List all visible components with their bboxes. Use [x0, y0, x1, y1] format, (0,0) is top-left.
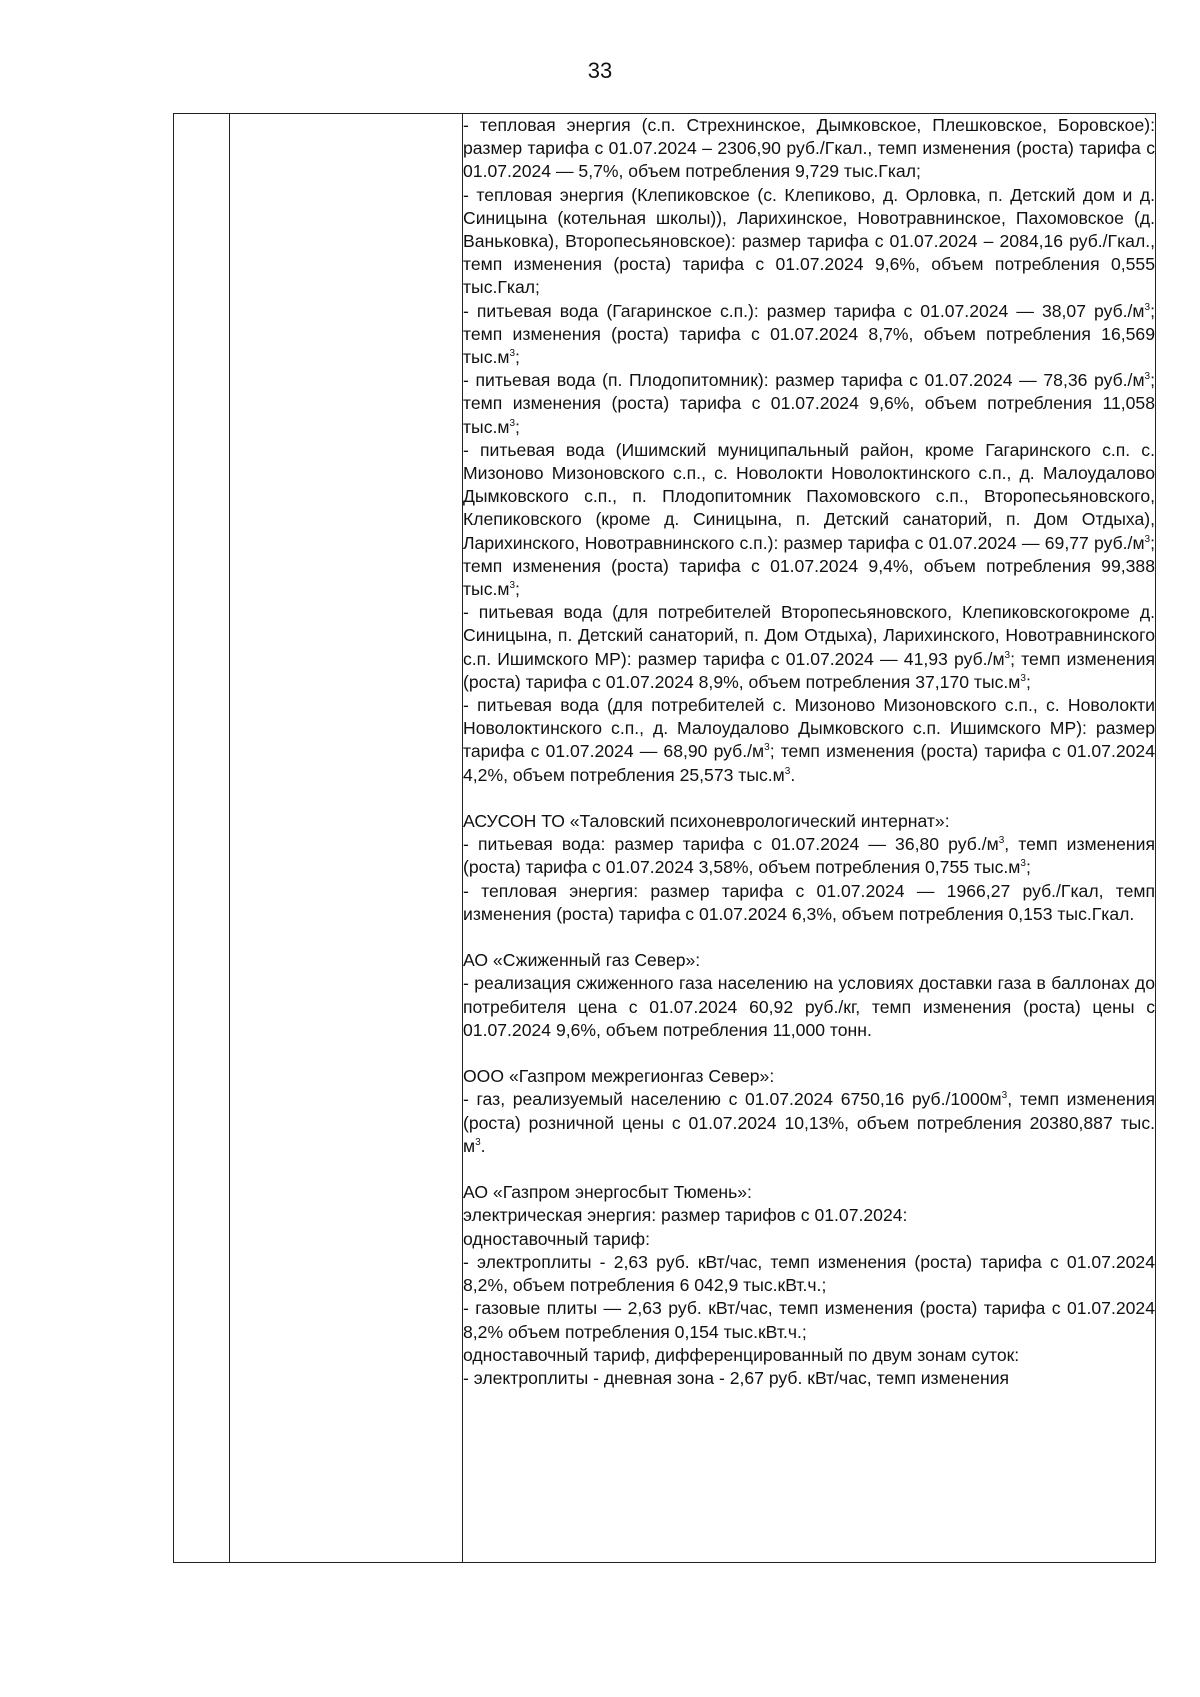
- two-zone-tariff-heading: одноставочный тариф, дифференцированный по двум зонам суток:: [463, 1344, 1020, 1365]
- gas-retail-price: - газ, реализуемый населению с 01.07.2024 6750,16 $руб./1000м^3$, темп изменения (роста) розничной цены с 01.07.2024 10,13%, объем потребления 20380,887 тыс. $м^3$.: [463, 1089, 1155, 1156]
- heat-tariff-klepikovskoe: - тепловая энергия (Клепиковское (с. Клепиково, д. Орловка, п. Детский дом и д. Синицына (котельная школы)), Ларихинское, Новотравнинское, Пахомовское (д. Ваньковка), Второпесьяновское): размер тарифа с 01.07.2024 – 2084,16 руб./Гкал., темп изменения (роста) тарифа с 01.07.2024 9,6%, объем потребления 0,555 тыс.Гкал;: [463, 184, 1155, 298]
- organization-heading-gazprom-energosbyt: АО «Газпром энергосбыт Тюмень»:: [463, 1182, 752, 1203]
- water-tariff-talovsky: - питьевая вода: размер тарифа с 01.07.2024 — 36,80 $руб./м^3$, темп изменения (роста) тарифа с 01.07.2024 3,58%, объем потребления 0,755 $тыс.м^3$;: [463, 834, 1155, 878]
- water-tariff-vtoropesyanovskoe: - питьевая вода (для потребителей Второпесьяновского, Клепиковскогокроме д. Синицына, п. Детский санаторий, п. Дом Отдыха), Ларихинского, Новотравнинского с.п. Ишимского МР): размер тарифа с 01.07.2024 — 41,93 $руб./м^3$; темп изменения (роста) тарифа с 01.07.2024 8,9%, объем потребления 37,170 $тыс.м^3$;: [463, 602, 1155, 692]
- heat-tariff-strekhninskoe: - тепловая энергия (с.п. Стрехнинское, Дымковское, Плешковское, Боровское): размер тарифа с 01.07.2024 – 2306,90 руб./Гкал., темп изменения (роста) тарифа с 01.07.2024 — 5,7%, объем потребления 9,729 тыс.Гкал;: [463, 115, 1155, 182]
- liquefied-gas-price: - реализация сжиженного газа населению на условиях доставки газа в баллонах до потребителя цена с 01.07.2024 60,92 руб./кг, темп изменения (роста) цены с 01.07.2024 9,6%, объем потребления 11,000 тонн.: [463, 973, 1155, 1040]
- gas-stove-tariff: - газовые плиты — 2,63 руб. кВт/час, темп изменения (роста) тарифа с 01.07.2024 8,2% объем потребления 0,154 тыс.кВт.ч.;: [463, 1298, 1155, 1342]
- table-cell-content: [463, 114, 1156, 1563]
- table-cell-number: [174, 114, 230, 1563]
- paragraph-gap: [463, 1158, 1155, 1181]
- organization-heading-talovsky: АСУСОН ТО «Таловский психоневрологический интернат»:: [463, 811, 950, 832]
- paragraph-gap: [463, 787, 1155, 810]
- water-tariff-mizonovo: - питьевая вода (для потребителей с. Мизоново Мизоновского с.п., с. Новолокти Новолоктинского с.п., д. Малоудалово Дымковского с.п. Ишимского МР): размер тарифа с 01.07.2024 — 68,90 $руб./м^3$; темп изменения (роста) тарифа с 01.07.2024 4,2%, объем потребления 25,573 $тыс.м^3$.: [463, 695, 1155, 785]
- electricity-tariff-intro: электрическая энергия: размер тарифов с 01.07.2024:: [463, 1205, 908, 1226]
- table-row: [174, 114, 1156, 1563]
- table-cell-description: [230, 114, 463, 1563]
- electric-stove-day-zone-tariff: - электроплиты - дневная зона - 2,67 руб. кВт/час, темп изменения: [463, 1367, 1010, 1388]
- single-rate-tariff-heading: одноставочный тариф:: [463, 1228, 651, 1249]
- paragraph-gap: [463, 1042, 1155, 1065]
- organization-heading-liquefied-gas: АО «Сжиженный газ Север»:: [463, 950, 701, 971]
- tariff-table: [173, 113, 1156, 1563]
- water-tariff-ishimsky-district: - питьевая вода (Ишимский муниципальный район, кроме Гагаринского с.п. с. Мизоново Мизоновского с.п., с. Новолокти Новолоктинского с.п., д. Малоудалово Дымковского с.п., п. Плодопитомник Пахомовского с.п., Второпесьяновского, Клепиковского (кроме д. Синицына, п. Детский санаторий, п. Дом Отдыха), Ларихинского, Новотравнинского с.п.): размер тарифа с 01.07.2024 — 69,77 $руб./м^3$; темп изменения (роста) тарифа с 01.07.2024 9,4%, объем потребления 99,388 $тыс.м^3$;: [463, 439, 1155, 600]
- water-tariff-plodopitomnik: - питьевая вода (п. Плодопитомник): размер тарифа с 01.07.2024 — 78,36 $руб./м^3$; темп изменения (роста) тарифа с 01.07.2024 9,6%, объем потребления 11,058 $тыс.м^3$;: [463, 370, 1155, 437]
- electric-stove-tariff: - электроплиты - 2,63 руб. кВт/час, темп изменения (роста) тарифа с 01.07.2024 8,2%, объем потребления 6 042,9 тыс.кВт.ч.;: [463, 1251, 1155, 1296]
- page-number: 33: [587, 58, 613, 83]
- water-tariff-gagarinskoe: - питьевая вода (Гагаринское с.п.): размер тарифа с 01.07.2024 — 38,07 $руб./м^3$; темп изменения (роста) тарифа с 01.07.2024 8,7%, объем потребления 16,569 $тыс.м^3$;: [463, 300, 1155, 368]
- heat-tariff-talovsky: - тепловая энергия: размер тарифа с 01.07.2024 — 1966,27 руб./Гкал, темп изменения (роста) тарифа с 01.07.2024 6,3%, объем потребления 0,153 тыс.Гкал.: [463, 880, 1155, 924]
- organization-heading-gazprom-mezhregiongaz: ООО «Газпром межрегионгаз Север»:: [463, 1066, 775, 1087]
- paragraph-gap: [463, 926, 1155, 949]
